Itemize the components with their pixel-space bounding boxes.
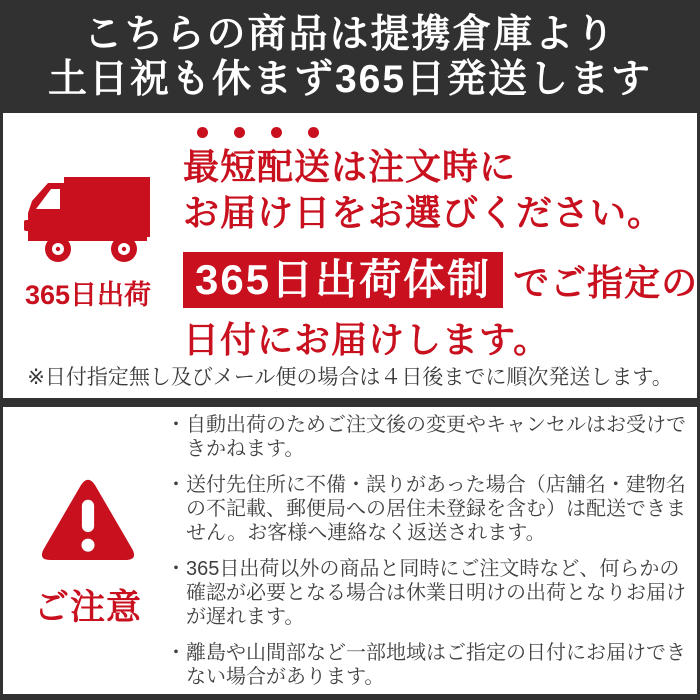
shipping-heading-line-2: お届け日をお選びください。 <box>183 192 665 233</box>
shipping-panel <box>3 113 697 398</box>
caution-panel <box>3 407 697 694</box>
bullet-marker: ・ <box>166 414 186 436</box>
header-banner <box>0 0 700 113</box>
bullet-text: 送付先住所に不備・誤りがあった場合（店舗名・建物名の不記載、郵便局への居住未登録を含む）は配送できません。お客様へ連絡なく返送されます。 <box>186 474 686 544</box>
shipping-note: ※日付指定無し及びメール便の場合は４日後までに順次発送します。 <box>27 366 673 389</box>
bullet-marker: ・ <box>166 558 186 580</box>
truck-icon <box>24 177 152 265</box>
caution-bullet <box>166 641 691 689</box>
bullet-marker: ・ <box>166 642 186 664</box>
caution-block <box>29 477 147 630</box>
bullet-text: 自動出荷のためご注文後の変更やキャンセルはお受けできかねます。 <box>186 414 686 460</box>
highlight-suffix-text: でご指定の <box>513 261 699 303</box>
caution-bullet <box>166 557 691 629</box>
caution-bullet <box>166 473 691 545</box>
emphasis-dot-icon <box>308 127 319 138</box>
banner-line-2: 土日祝も休まず365日発送します <box>47 57 653 101</box>
shipping-message <box>183 127 698 363</box>
emphasis-dot-icon <box>271 127 282 138</box>
emphasis-dots <box>197 127 698 138</box>
bullet-text: 離島や山間部など一部地域はご指定の日付にお届けできない場合があります。 <box>186 642 686 688</box>
emphasis-dot-icon <box>197 127 208 138</box>
highlight-box: 365日出荷体制 <box>183 252 503 308</box>
caution-label: ご注意 <box>33 588 142 627</box>
bullet-marker: ・ <box>166 474 186 496</box>
shipping-heading-line-3 <box>183 252 698 308</box>
warning-triangle-icon <box>40 477 136 561</box>
emphasis-dot-icon <box>234 127 245 138</box>
truck-label: 365日出荷 <box>24 280 152 310</box>
bullet-text: 365日出荷以外の商品と同時にご注文時など、何らかの確認が必要となる場合は休業日明けの出荷となりお届けが遅れます。 <box>186 558 686 628</box>
panel-divider <box>0 398 700 407</box>
shipping-heading-line-1: 最短配送は注文時に <box>183 146 517 187</box>
truck-block <box>19 177 157 312</box>
banner-line-1: こちらの商品は提携倉庫より <box>83 12 617 56</box>
caution-bullet-list <box>166 407 691 689</box>
caution-bullet <box>166 413 691 461</box>
shipping-heading-line-4: 日付にお届けします。 <box>183 319 551 360</box>
